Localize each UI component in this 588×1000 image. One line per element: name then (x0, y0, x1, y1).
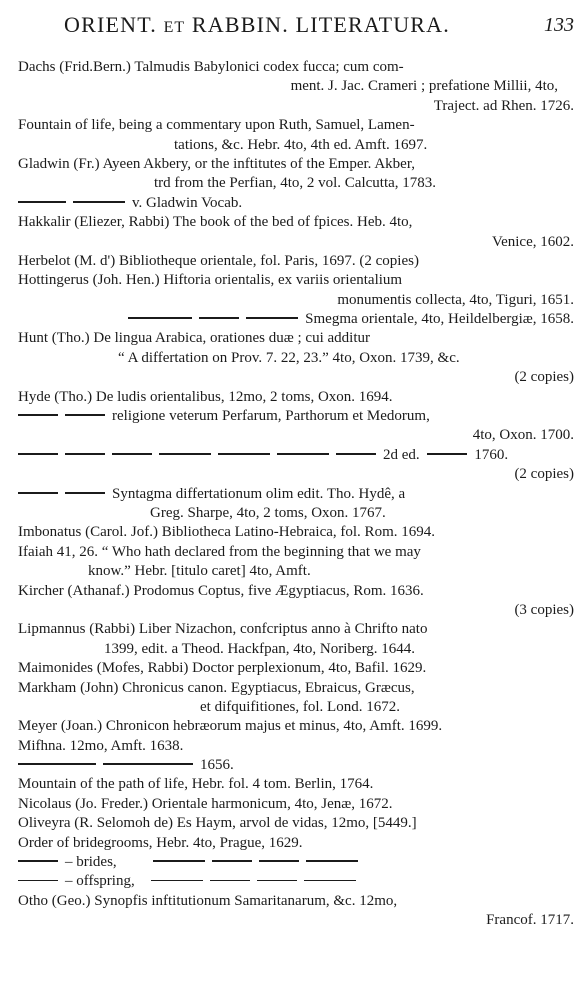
ditto-dash (151, 880, 203, 882)
entry-line: 4to, Oxon. 1700. (472, 427, 574, 444)
ditto-dash (103, 763, 193, 765)
entry-line: Fountain of life, being a commentary upon Ruth, Samuel, Lamen- (18, 117, 415, 134)
entry-meyer (14, 717, 574, 736)
entry-line: monumentis collecta, 4to, Tiguri, 1651. (337, 291, 574, 308)
entry-otho (14, 892, 574, 931)
ditto-dash (65, 453, 105, 455)
entry-line: Kircher (Athanaf.) Prodomus Coptus, five Ægyptiacus, Rom. 1636. (18, 582, 424, 599)
ditto-dash (199, 317, 239, 319)
page-title (64, 12, 450, 38)
entry-hakkalir (14, 213, 574, 252)
ditto-dash (304, 880, 356, 882)
entry-line: – brides, (65, 854, 117, 871)
entry-order-brides (14, 853, 574, 872)
ditto-dash (306, 860, 358, 862)
ditto-dash (257, 880, 297, 882)
ditto-dash (153, 860, 205, 862)
entry-dachs (14, 58, 574, 116)
entry-line: – offspring, (65, 873, 135, 890)
ditto-dash (18, 860, 58, 862)
entry-line: (2 copies) (514, 466, 574, 483)
ditto-dash (112, 453, 152, 455)
ditto-dash (259, 860, 299, 862)
ditto-dash (246, 317, 298, 319)
entry-line: Dachs (Frid.Bern.) Talmudis Babylonici codex fucca; cum com- (18, 59, 404, 75)
ditto-dash (159, 453, 211, 455)
entry-hyde-religione (14, 407, 574, 446)
entry-line: Meyer (Joan.) Chronicon hebræorum majus et minus, 4to, Amft. 1699. (18, 718, 443, 735)
entry-hottingerus (14, 271, 574, 310)
entry-line: Oliveyra (R. Selomoh de) Es Haym, arvol de vidas, 12mo, [5449.] (18, 815, 417, 832)
entry-line: Venice, 1602. (491, 233, 574, 250)
running-header (0, 8, 588, 44)
entry-hottingerus-smegma (14, 310, 574, 329)
entry-lipmannus (14, 620, 574, 659)
entry-line: Nicolaus (Jo. Freder.) Orientale harmonicum, 4to, Jenæ, 1672. (18, 795, 393, 812)
entry-line: ment. J. Jac. Crameri ; prefatione Millii, 4to, (290, 78, 558, 95)
entry-mishna-1656 (14, 756, 574, 775)
ditto-dash (18, 763, 96, 765)
entry-order-bridegrooms (14, 834, 574, 853)
entry-line: 1656. (200, 757, 234, 774)
ditto-dash (212, 860, 252, 862)
entry-kircher (14, 582, 574, 621)
entry-line: 1760. (474, 446, 509, 463)
entry-line: Mifhna. 12mo, Amft. 1638. (18, 737, 184, 754)
entry-line: “ A differtation on Prov. 7. 22, 23.” 4to, Oxon. 1739, &c. (118, 349, 460, 366)
entry-line: 2d ed. (383, 446, 420, 463)
entry-line: Maimonides (Mofes, Rabbi) Doctor perplexionum, 4to, Bafil. 1629. (18, 660, 427, 677)
entry-isaiah (14, 543, 574, 582)
entry-line: Hyde (Tho.) De ludis orientalibus, 12mo, 2 toms, Oxon. 1694. (18, 388, 393, 405)
entry-gladwin-ditto (14, 194, 574, 213)
entry-line: Imbonatus (Carol. Jof.) Bibliotheca Latino-Hebraica, fol. Rom. 1694. (18, 524, 435, 541)
entry-line: Hunt (Tho.) De lingua Arabica, orationes duæ ; cui additur (18, 330, 370, 347)
entry-order-offspring (14, 872, 574, 891)
ditto-dash (18, 880, 58, 882)
entry-markham (14, 679, 574, 718)
entry-line: (3 copies) (514, 601, 574, 618)
ditto-dash (218, 453, 270, 455)
entry-line: trd from the Perfian, 4to, 2 vol. Calcutta, 1783. (154, 175, 437, 192)
ditto-dash (18, 492, 58, 494)
entry-line: Hottingerus (Joh. Hen.) Hiftoria orientalis, ex variis orientalium (18, 272, 403, 289)
entry-line: Syntagma differtationum olim edit. Tho. Hydê, a (112, 485, 406, 502)
entry-line: Order of bridegrooms, Hebr. 4to, Prague, 1629. (18, 834, 303, 851)
ditto-dash (65, 414, 105, 416)
entry-line: et difquifitiones, fol. Lond. 1672. (200, 698, 400, 715)
entry-line: Francof. 1717. (486, 912, 574, 929)
title-rest: RABBIN. LITERATURA. (191, 12, 450, 37)
entry-line: 1399, edit. a Theod. Hackfpan, 4to, Noriberg. 1644. (104, 640, 416, 657)
entry-line: Herbelot (M. d') Bibliotheque orientale, fol. Paris, 1697. (2 copies) (18, 252, 419, 269)
ditto-dash (128, 317, 192, 319)
entry-line: Gladwin (Fr.) Ayeen Akbery, or the inftitutes of the Emper. Akber, (18, 155, 415, 172)
entry-maimonides (14, 659, 574, 678)
entry-line: Markham (John) Chronicus canon. Egyptiacus, Ebraicus, Græcus, (18, 679, 415, 696)
entry-mishna (14, 737, 574, 756)
entry-hyde (14, 388, 574, 407)
entry-line: Greg. Sharpe, 4to, 2 toms, Oxon. 1767. (150, 504, 386, 521)
entry-line: Ifaiah 41, 26. “ Who hath declared from the beginning that we may (18, 543, 421, 560)
ditto-dash (65, 492, 105, 494)
ditto-dash (336, 453, 376, 455)
entry-line: Lipmannus (Rabbi) Liber Nizachon, confcriptus anno à Chrifto nato (18, 621, 428, 638)
entry-nicolaus (14, 795, 574, 814)
entry-hunt (14, 329, 574, 387)
entry-line: tations, &c. Hebr. 4to, 4th ed. Amft. 1697. (174, 136, 428, 153)
ditto-dash (18, 414, 58, 416)
entry-line: know.” Hebr. [titulo caret] 4to, Amft. (88, 563, 311, 580)
title-main: ORIENT. (64, 12, 157, 37)
entry-herbelot (14, 252, 574, 271)
entry-line: Mountain of the path of life, Hebr. fol. 4 tom. Berlin, 1764. (18, 776, 374, 793)
entry-hyde-2d-ed (14, 446, 574, 485)
entry-imbonatus (14, 523, 574, 542)
entry-line: Smegma orientale, 4to, Heildelbergiæ, 1658. (305, 311, 574, 328)
title-et: ET (163, 19, 186, 36)
entry-fountain-of-life (14, 116, 574, 155)
entry-line: v. Gladwin Vocab. (132, 194, 243, 211)
entry-line: Traject. ad Rhen. 1726. (433, 97, 574, 114)
entry-oliveyra (14, 814, 574, 833)
entry-line: Hakkalir (Eliezer, Rabbi) The book of the bed of fpices. Heb. 4to, (18, 214, 413, 231)
entry-mountain (14, 775, 574, 794)
ditto-dash (427, 453, 467, 455)
entry-gladwin (14, 155, 574, 194)
entry-hyde-syntagma (14, 485, 574, 524)
page-number: 133 (544, 14, 574, 36)
entry-line: Otho (Geo.) Synopfis inftitutionum Samaritanarum, &c. 12mo, (18, 892, 398, 909)
ditto-dash (210, 880, 250, 882)
entry-line: religione veterum Perfarum, Parthorum et Medorum, (112, 408, 430, 425)
ditto-dash (18, 201, 66, 203)
ditto-dash (73, 201, 125, 203)
catalogue-body (14, 58, 574, 931)
ditto-dash (18, 453, 58, 455)
ditto-dash (277, 453, 329, 455)
entry-line: (2 copies) (514, 369, 574, 386)
